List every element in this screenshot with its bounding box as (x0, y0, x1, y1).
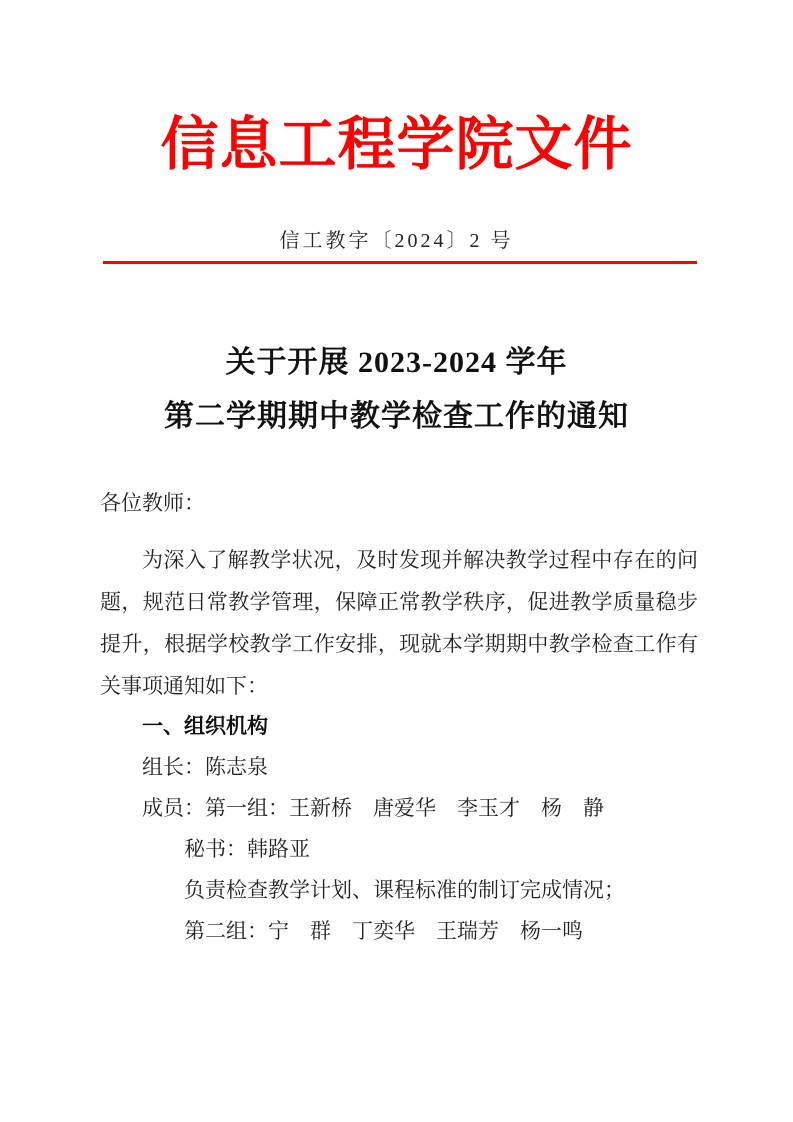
group2-line: 第二组：宁 群 丁奕华 王瑞芳 杨一鸣 (184, 919, 583, 943)
red-divider-line (103, 261, 697, 264)
salutation: 各位教师： (100, 491, 205, 515)
group1-duty-line: 负责检查教学计划、课程标准的制订完成情况； (184, 878, 625, 902)
document-body (100, 483, 698, 952)
doc-number: 信工教字〔2024〕2 号 (279, 230, 514, 252)
leader-line: 组长：陈志泉 (142, 755, 268, 779)
masthead-title: 信息工程学院文件 (160, 112, 633, 177)
group1-members: 第一组：王新桥 唐爱华 李玉才 杨 静 (205, 796, 604, 820)
members-label: 成员： (142, 796, 205, 820)
section-heading-organization: 一、组织机构 (142, 715, 268, 738)
members-line (100, 788, 698, 829)
notice-title (0, 336, 793, 444)
notice-title-line1: 关于开展 2023-2024 学年 (225, 346, 568, 379)
secretary-line: 秘书：韩路亚 (184, 837, 310, 861)
notice-title-line2: 第二学期期中教学检查工作的通知 (164, 400, 629, 433)
intro-paragraph: 为深入了解教学状况，及时发现并解决教学过程中存在的问题，规范日常教学管理，保障正常教学秩序，促进教学质量稳步提升，根据学校教学工作安排，现就本学期期中教学检查工作有关事项通知如下： (100, 548, 698, 698)
